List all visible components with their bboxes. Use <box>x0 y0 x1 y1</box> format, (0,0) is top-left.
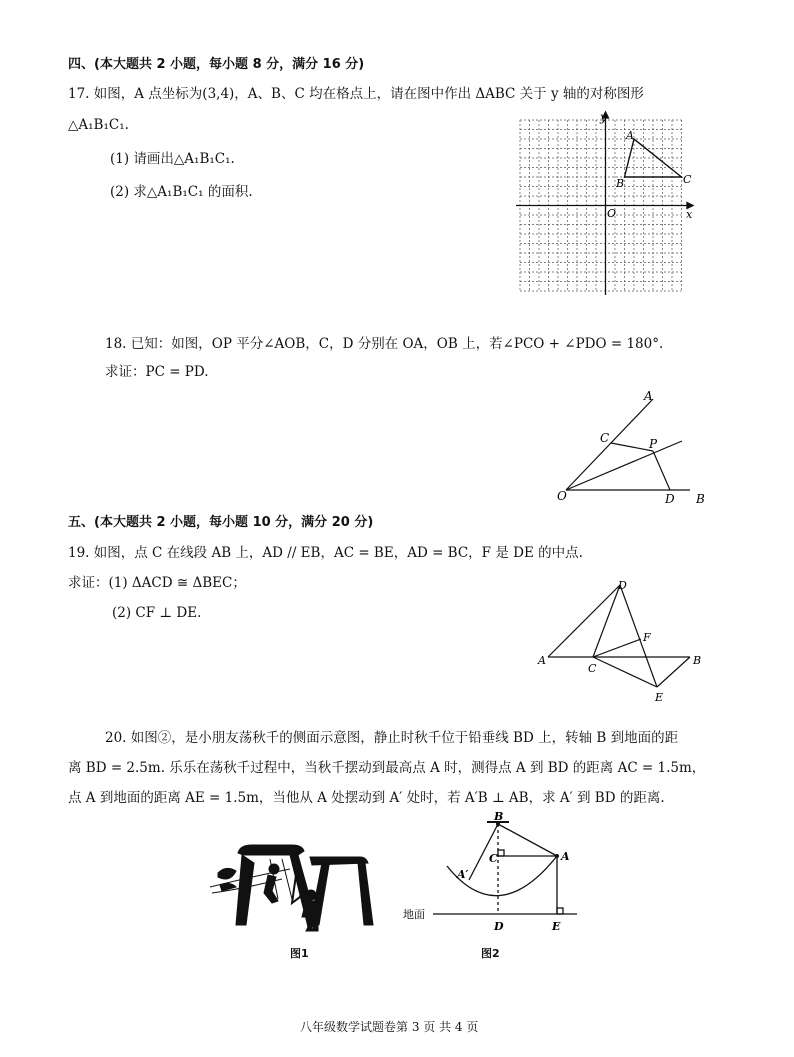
q19-line1: 19. 如图，点 C 在线段 AB 上，AD // EB，AC = BE，AD = BC，F 是 DE 的中点. <box>68 545 583 561</box>
q17-line1: 17. 如图，A 点坐标为(3,4)，A、B、C 均在格点上，请在图中作出 ΔABC 关于 y 轴的对称图形 <box>68 86 644 102</box>
q20-line3: 点 A 到地面的距离 AE = 1.5m，当他从 A 处摆动到 A′ 处时，若 A′B ⊥ AB，求 A′ 到 BD 的距离. <box>68 790 665 806</box>
point-a-label: A <box>626 129 634 142</box>
label-b: B <box>693 654 702 667</box>
label-d: D <box>494 920 504 933</box>
segment-cf <box>593 639 641 657</box>
page-footer: 八年级数学试题卷第 3 页 共 4 页 <box>300 1020 479 1034</box>
q19-triangle-figure <box>530 575 720 710</box>
label-ground: 地面 <box>403 908 425 921</box>
segment-ad <box>548 585 620 657</box>
label-b: B <box>494 810 504 823</box>
q19-line2: 求证：(1) ΔACD ≅ ΔBEC； <box>68 575 246 591</box>
q20-line1: 20. 如图②，是小朋友荡秋千的侧面示意图，静止时秋千位于铅垂线 BD 上，转轴 B 到地面的距 <box>105 730 679 746</box>
ray-oa <box>566 399 653 490</box>
label-e: E <box>655 691 664 704</box>
swing-illustration <box>210 835 390 935</box>
q19-line3: (2) CF ⊥ DE. <box>112 605 202 621</box>
label-d: D <box>618 579 627 592</box>
label-a: A <box>538 654 546 667</box>
q18-line1: 18. 已知：如图，OP 平分∠AOB，C，D 分别在 OA，OB 上，若∠PCO + ∠PDO = 180°. <box>105 336 664 352</box>
point-c-label: C <box>683 173 692 186</box>
point-b-label: B <box>616 177 625 190</box>
q20-line2: 离 BD = 2.5m. 乐乐在荡秋千过程中，当秋千摆动到最高点 A 时，测得点 A 到 BD 的距离 AC = 1.5m， <box>68 760 706 776</box>
label-e: E <box>552 920 561 933</box>
q17-part1: (1) 请画出△A₁B₁C₁. <box>110 151 235 167</box>
label-c: C <box>600 431 610 445</box>
origin-label: O <box>607 207 617 220</box>
label-b: B <box>696 492 705 506</box>
label-f: F <box>643 631 651 644</box>
label-p: P <box>649 437 658 451</box>
x-axis-label: x <box>686 208 693 221</box>
label-d: D <box>665 492 675 506</box>
segment-pd <box>653 451 670 490</box>
q17-grid-figure <box>510 108 700 298</box>
label-o: O <box>557 489 567 503</box>
q18-angle-figure <box>550 385 720 510</box>
segment-be <box>657 657 690 687</box>
section5-header: 五、(本大题共 2 小题，每小题 10 分，满分 20 分) <box>68 515 374 530</box>
q17-line2: △A₁B₁C₁. <box>68 117 129 133</box>
label-a: A <box>561 850 570 863</box>
fig1-caption: 图1 <box>290 947 309 960</box>
q17-part2: (2) 求△A₁B₁C₁ 的面积. <box>110 184 253 200</box>
q18-line2: 求证：PC = PD. <box>105 364 209 380</box>
label-a: A <box>644 389 653 403</box>
fig2-caption: 图2 <box>481 947 500 960</box>
y-axis-label: y <box>600 110 607 124</box>
segment-cd <box>593 585 620 657</box>
section4-header: 四、(本大题共 2 小题，每小题 8 分，满分 16 分) <box>68 57 365 72</box>
ray-op <box>566 441 682 490</box>
label-c: C <box>489 852 498 865</box>
label-a-prime: A′ <box>457 868 469 881</box>
label-c: C <box>588 662 597 675</box>
segment-pc <box>611 443 653 451</box>
line-ba <box>498 824 557 856</box>
swing-schematic <box>395 810 595 940</box>
